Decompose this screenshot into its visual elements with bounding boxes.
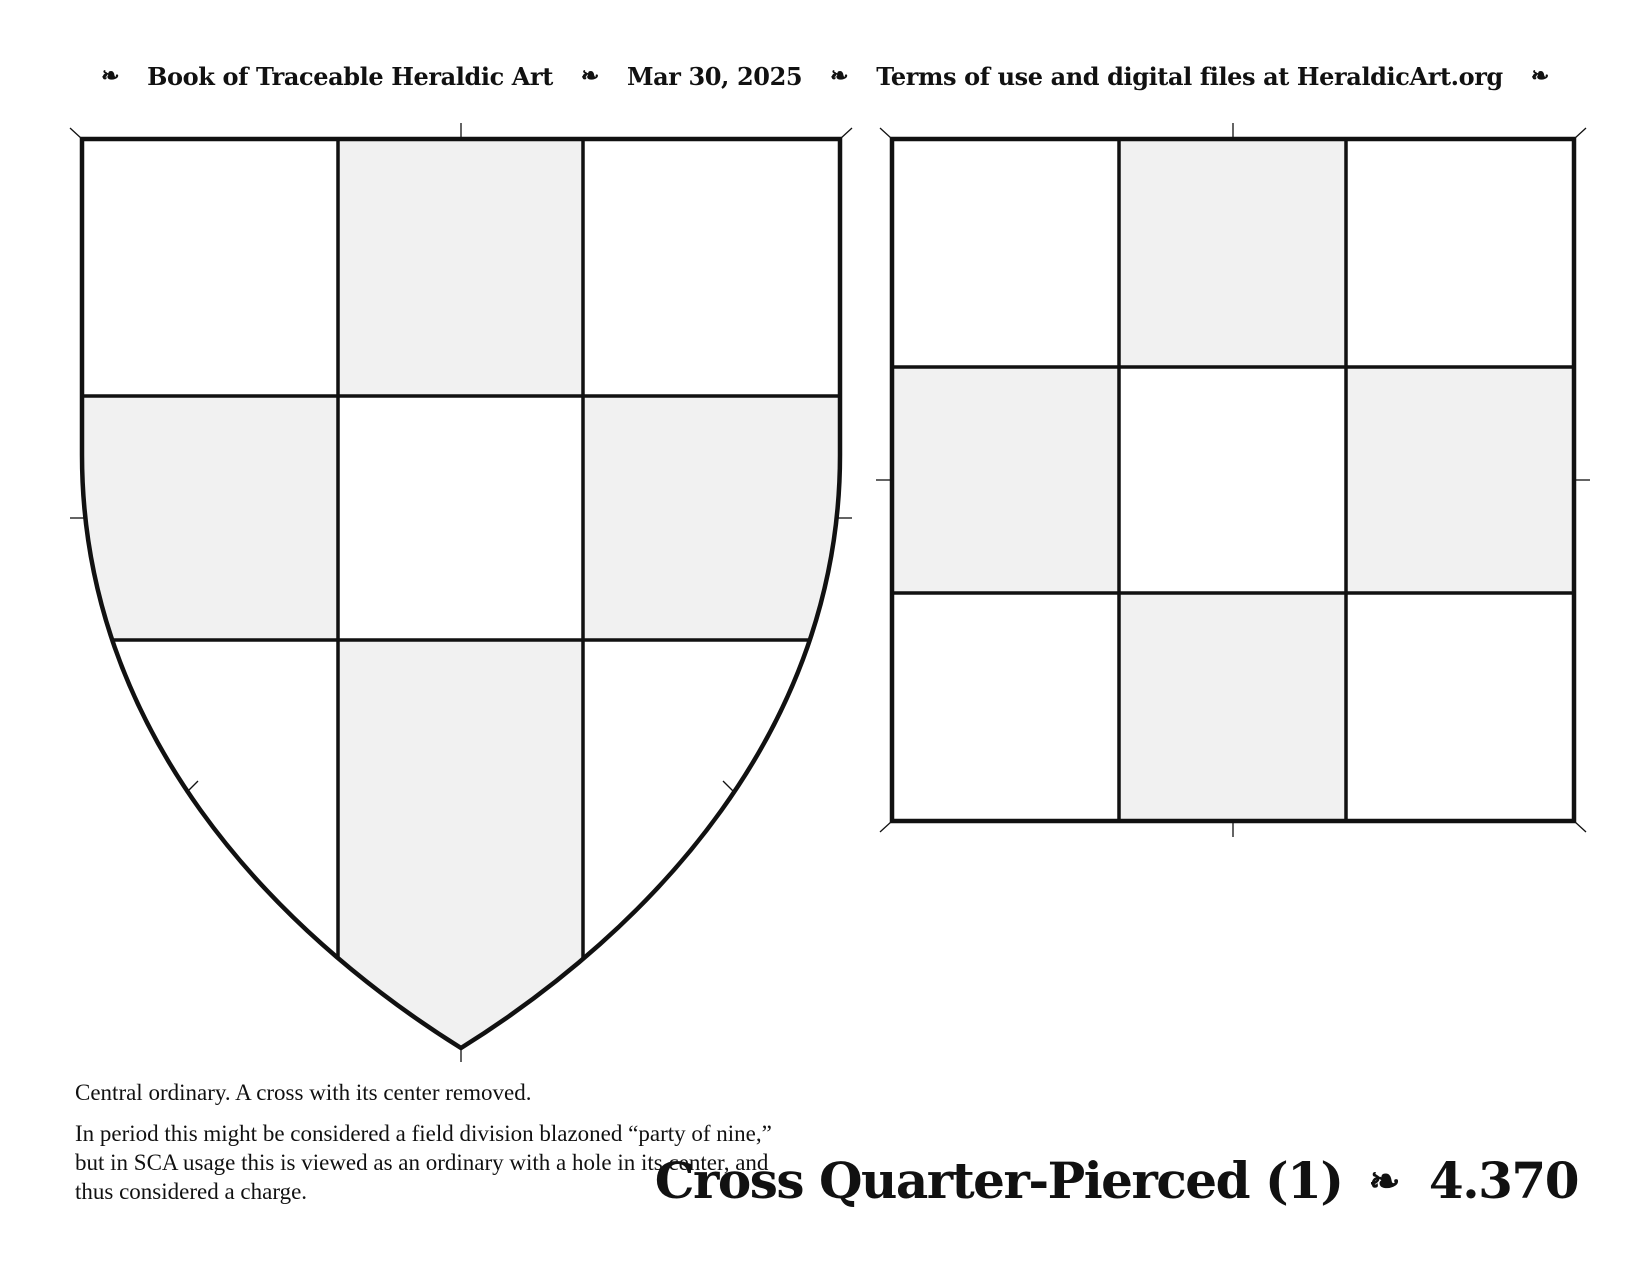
shield-tint-top-center <box>338 139 583 396</box>
banner-tint-bottom-center <box>1119 593 1346 821</box>
ornament-leaf-icon: ❧ <box>580 63 599 89</box>
heater-shield <box>70 123 852 1062</box>
banner-tint-middle-left <box>892 367 1119 593</box>
shield-tint-middle-left <box>82 396 338 640</box>
banner-tint-middle-right <box>1346 367 1574 593</box>
header-date: Mar 30, 2025 <box>626 61 803 91</box>
book-title: Book of Traceable Heraldic Art <box>147 61 553 91</box>
square-banner <box>876 123 1590 837</box>
ornament-leaf-icon: ❧ <box>1530 63 1549 89</box>
description-detail: In period this might be considered a field division blazoned “party of nine,” but in SCA usage this is viewed as an ordinary with a hole in its center, and thus considered a charge. <box>75 1121 772 1204</box>
plate-number: 4.370 <box>1428 1150 1578 1210</box>
description-summary: Central ordinary. A cross with its center removed. <box>75 1080 532 1105</box>
plate-title-block <box>655 1140 1578 1220</box>
ornament-leaf-icon: ❧ <box>1368 1157 1399 1203</box>
ornament-leaf-icon: ❧ <box>101 63 120 89</box>
shield-tint-middle-right <box>583 396 840 640</box>
banner-tint-top-center <box>1119 139 1346 367</box>
ornament-leaf-icon: ❧ <box>830 63 849 89</box>
shield-tint-bottom-center <box>338 640 583 1060</box>
plate-title: Cross Quarter-Pierced (1) <box>654 1150 1343 1210</box>
terms-link-text[interactable]: Terms of use and digital files at HeraldicArt.org <box>876 61 1503 91</box>
